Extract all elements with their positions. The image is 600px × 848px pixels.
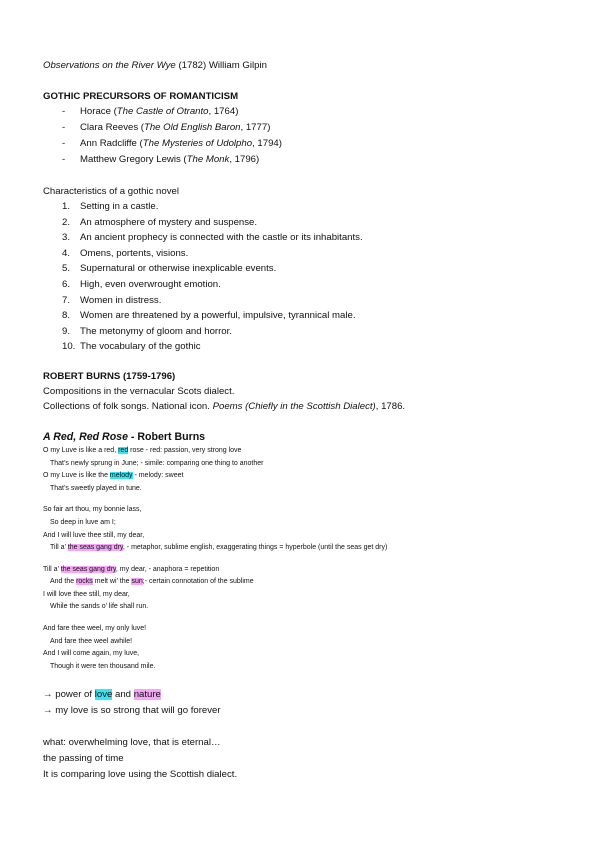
- list-item: 9. The metonymy of gloom and horror.: [62, 325, 232, 337]
- poem-line: Till a’ the seas gang dry, - metaphor, sublime english, exaggerating things = hyperbole (until the seas get dry): [50, 544, 388, 552]
- burns-line-1: Compositions in the vernacular Scots dialect.: [43, 385, 235, 397]
- note-arrow-1: → power of love and nature: [43, 689, 161, 701]
- poem-line: I will love thee still, my dear,: [43, 590, 130, 598]
- highlight: nature: [133, 689, 161, 701]
- list-item: 6. High, even overwrought emotion.: [62, 278, 221, 290]
- poem-stanza-1: [43, 445, 573, 495]
- gothic-heading: GOTHIC PRECURSORS OF ROMANTICISM: [43, 91, 239, 102]
- list-item: - Horace (The Castle of Otranto, 1764): [43, 104, 573, 120]
- poem-line: While the sands o’ life shall run.: [50, 603, 149, 611]
- note-line: It is comparing love using the Scottish dialect.: [43, 769, 238, 781]
- note-line: the passing of time: [43, 753, 124, 765]
- list-item: 3. An ancient prophecy is connected with the castle or its inhabitants.: [62, 232, 363, 244]
- work-title: Observations on the River Wye: [43, 60, 176, 71]
- highlight: rocks: [76, 578, 93, 586]
- poem-line: And I will luve thee still, my dear,: [43, 531, 145, 539]
- poem-line: Till a’ the seas gang dry, my dear, - anaphora = repetition: [43, 565, 220, 573]
- poem-line: That’s sweetly played in tune.: [50, 484, 142, 492]
- document-page: [43, 58, 573, 783]
- poem-stanza-4: [43, 623, 573, 673]
- highlight: red: [118, 446, 129, 454]
- list-item: 4. Omens, portents, visions.: [62, 247, 189, 259]
- gothic-list: [43, 104, 573, 168]
- note-arrow-2: → my love is so strong that will go forever: [43, 705, 221, 717]
- highlight: love: [94, 689, 113, 701]
- poem-stanza-3: [43, 564, 573, 614]
- list-item: 2. An atmosphere of mystery and suspense.: [62, 216, 258, 228]
- list-item: 1. Setting in a castle.: [62, 201, 159, 212]
- characteristics-heading: Characteristics of a gothic novel: [43, 186, 179, 197]
- list-item: - Clara Reeves (The Old English Baron, 1777): [43, 120, 573, 136]
- burns-line-2: Collections of folk songs. National icon. Poems (Chiefly in the Scottish Dialect), 1786.: [43, 400, 406, 412]
- highlight: the seas gang dry: [67, 544, 123, 552]
- poem-stanza-2: [43, 504, 573, 554]
- list-item: 10. The vocabulary of the gothic: [62, 341, 201, 353]
- poem-line: Though it were ten thousand mile.: [50, 662, 156, 670]
- poem-line: That’s newly sprung in June; - simile: comparing one thing to another: [50, 459, 264, 467]
- source-title: [43, 58, 573, 73]
- highlight: the seas gang dry: [60, 565, 116, 573]
- characteristics-list: [43, 199, 573, 355]
- poem-line: And fare thee weel, my only luve!: [43, 625, 147, 633]
- list-item: 5. Supernatural or otherwise inexplicable events.: [62, 263, 277, 275]
- note-line: what: overwhelming love, that is eternal…: [43, 737, 221, 749]
- highlight: melody: [109, 472, 133, 480]
- burns-heading: ROBERT BURNS (1759-1796): [43, 370, 176, 382]
- poem-title: A Red, Red Rose - Robert Burns: [43, 430, 206, 443]
- poem-line: And fare thee weel awhile!: [50, 637, 133, 645]
- list-item: - Matthew Gregory Lewis (The Monk, 1796): [43, 152, 573, 168]
- list-item: 7. Women in distress.: [62, 294, 162, 306]
- poem-line: And the rocks melt wi’ the sun;- certain connotation of the sublime: [50, 578, 254, 586]
- poem-line: O my Luve is like a red, red rose - red: passion, very strong love: [43, 446, 242, 454]
- poem-line: So fair art thou, my bonnie lass,: [43, 506, 142, 514]
- work-author: (1782) William Gilpin: [175, 60, 267, 71]
- list-item: 8. Women are threatened by a powerful, impulsive, tyrannical male.: [62, 310, 356, 322]
- poem-line: And I will come again, my luve,: [43, 650, 140, 658]
- poem-line: So deep in luve am I;: [50, 518, 116, 526]
- poem-line: O my Luve is like the melody - melody: sweet: [43, 472, 184, 480]
- list-item: - Ann Radcliffe (The Mysteries of Udolpho, 1794): [43, 136, 573, 152]
- highlight: sun: [131, 578, 143, 586]
